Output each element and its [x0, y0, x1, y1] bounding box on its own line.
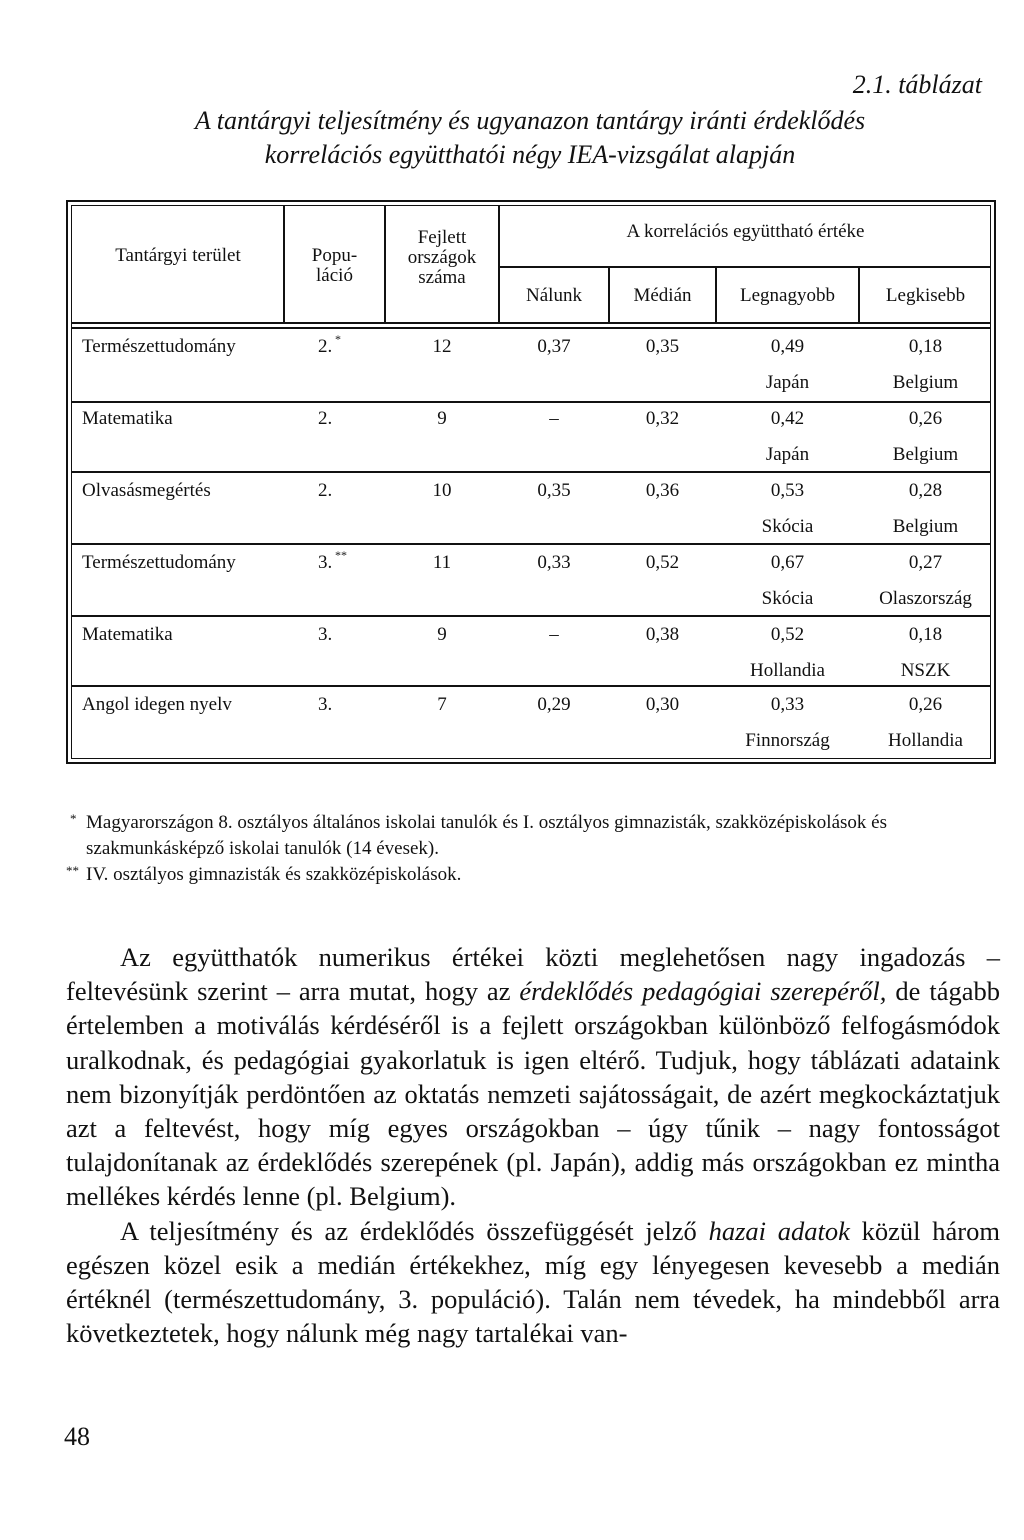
cell-nalunk: 0,35	[537, 480, 571, 501]
cell-median: 0,38	[645, 624, 680, 645]
cell-smallest-country: Belgium	[892, 516, 959, 537]
cell-largest: 0,42	[770, 408, 805, 429]
header-population-line1: Popu-	[311, 245, 358, 266]
cell-median: 0,32	[645, 408, 680, 429]
cell-largest: 0,52	[770, 624, 805, 645]
cell-subject: Olvasásmegértés	[82, 480, 211, 501]
cell-nalunk: 0,37	[537, 336, 571, 357]
footnote-text-1: Magyarországon 8. osztályos általános iskolai tanulók és I. osztályos gimnazisták, szakközépiskolások és szakmunkásképző iskolai tanulók (14 évesek).	[86, 812, 887, 859]
cell-largest: 0,67	[770, 552, 805, 573]
cell-subject: Természettudomány	[82, 552, 236, 573]
cell-largest-country: Japán	[765, 444, 810, 465]
cell-smallest: 0,26	[908, 694, 943, 715]
cell-population: 3.	[318, 624, 333, 645]
cell-smallest-country: NSZK	[900, 660, 951, 681]
cell-smallest: 0,26	[908, 408, 943, 429]
caption-line-1: A tantárgyi teljesítmény és ugyanazon tantárgy iránti érdeklődés	[194, 106, 866, 135]
footnote-2	[66, 862, 1006, 888]
cell-largest-country: Finnország	[745, 730, 830, 751]
cell-largest-country: Skócia	[761, 588, 814, 609]
body-text	[66, 940, 1000, 1350]
cell-population-mark: **	[335, 548, 347, 562]
paragraph-1-part-a: Az együtthatók numerikus értékei közti meglehetősen nagy ingadozás – feltevésünk szerint – arra mutat, hogy az	[66, 942, 1000, 1007]
cell-countries: 9	[437, 624, 447, 645]
cell-largest: 0,49	[770, 336, 805, 357]
cell-subject: Angol idegen nyelv	[82, 694, 232, 715]
header-countries	[386, 228, 498, 288]
cell-population: 2.	[318, 408, 333, 429]
cell-population: 2.	[318, 336, 333, 357]
cell-smallest-country: Hollandia	[888, 730, 963, 751]
cell-smallest: 0,27	[908, 552, 943, 573]
cell-largest: 0,53	[770, 480, 805, 501]
table-caption	[0, 104, 1024, 172]
paragraph-2-part-b: közül három egészen közel esik a medián értékekhez, míg egy lényegesen kevesebb a medián értéknél (természettudomány, 3. populáció). Talán nem tévedek, ha mindebből arra következtetek, hogy nálunk még nagy tartalékai van-	[66, 1215, 1000, 1349]
page-number: 48	[64, 1422, 90, 1451]
header-smallest: Legkisebb	[885, 285, 966, 306]
paragraph-2-emphasis: hazai adatok	[708, 1215, 850, 1246]
header-median: Médián	[633, 285, 692, 306]
header-countries-line3: száma	[418, 267, 466, 288]
header-population	[285, 246, 384, 286]
table-number: 2.1. táblázat	[852, 70, 982, 99]
cell-nalunk: 0,29	[537, 694, 571, 715]
paragraph-2-part-a: A teljesítmény és az érdeklődés összefüggését jelző	[120, 1215, 709, 1246]
footnotes	[66, 810, 1006, 888]
cell-smallest: 0,28	[908, 480, 943, 501]
paragraph-2	[66, 1214, 1000, 1351]
cell-countries: 7	[437, 694, 447, 715]
footnote-text-2: IV. osztályos gimnazisták és szakközépiskolások.	[86, 864, 462, 885]
cell-population: 3.	[318, 552, 333, 573]
header-population-line2: láció	[316, 265, 353, 286]
cell-countries: 9	[437, 408, 447, 429]
cell-smallest-country: Belgium	[892, 444, 959, 465]
cell-largest-country: Hollandia	[750, 660, 825, 681]
cell-nalunk: –	[549, 408, 559, 429]
cell-median: 0,35	[645, 336, 680, 357]
header-nalunk: Nálunk	[526, 285, 582, 306]
paragraph-1-emphasis: érdeklődés pedagógiai szerepéről,	[519, 976, 887, 1007]
caption-line-2: korrelációs együtthatói négy IEA-vizsgálat alapján	[264, 140, 796, 169]
header-countries-line2: országok	[407, 247, 477, 268]
cell-subject: Matematika	[82, 624, 173, 645]
footnote-mark-2: **	[66, 863, 79, 878]
header-coefficient-group: A korrelációs együttható értéke	[626, 221, 865, 242]
cell-smallest-country: Olaszország	[879, 588, 972, 609]
footnote-1	[70, 810, 1006, 862]
cell-population: 3.	[318, 694, 333, 715]
cell-population: 2.	[318, 480, 333, 501]
cell-largest-country: Japán	[765, 372, 810, 393]
cell-nalunk: –	[549, 624, 559, 645]
header-countries-line1: Fejlett	[417, 227, 467, 248]
cell-subject: Természettudomány	[82, 336, 236, 357]
paragraph-1-part-b: de tágabb értelemben a motiválás kérdéséről is a fejlett országokban különböző felfogásmódok uralkodnak, és pedagógiai gyakorlatuk is igen eltérő. Tudjuk, hogy táblázati adataink nem bizonyítják perdöntően az oktatás nemzeti sajátosságait, de azért megkockáztatjuk azt a feltevést, hogy míg egyes országokban – úgy tűnik – nagy fontosságot tulajdonítanak az érdeklődés szerepének (pl. Japán), addig más országokban ez mintha mellékes kérdés lenne (pl. Belgium).	[66, 976, 1000, 1212]
cell-population-mark: *	[335, 332, 341, 346]
cell-countries: 11	[432, 552, 452, 573]
cell-median: 0,52	[645, 552, 680, 573]
cell-subject: Matematika	[82, 408, 173, 429]
cell-largest-country: Skócia	[761, 516, 814, 537]
header-subject: Tantárgyi terület	[115, 245, 241, 266]
cell-countries: 12	[432, 336, 452, 357]
cell-smallest-country: Belgium	[892, 372, 959, 393]
cell-median: 0,30	[645, 694, 680, 715]
cell-smallest: 0,18	[908, 336, 943, 357]
footnote-mark-1: *	[70, 811, 77, 826]
paragraph-1	[66, 940, 1000, 1214]
cell-median: 0,36	[645, 480, 680, 501]
cell-smallest: 0,18	[908, 624, 943, 645]
cell-nalunk: 0,33	[537, 552, 571, 573]
cell-largest: 0,33	[770, 694, 805, 715]
cell-countries: 10	[432, 480, 452, 501]
header-largest: Legnagyobb	[740, 285, 835, 306]
